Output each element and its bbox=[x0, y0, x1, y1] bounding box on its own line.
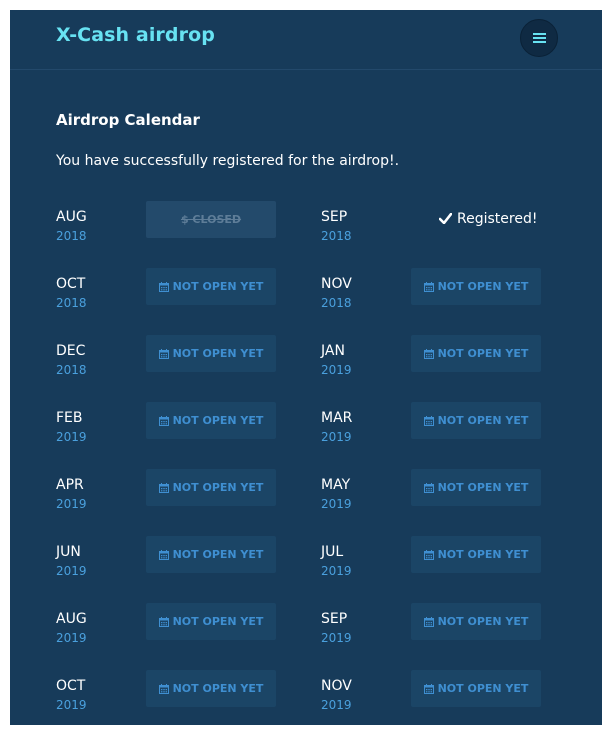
month-label: SEP bbox=[321, 209, 348, 225]
year-label: 2018 bbox=[321, 296, 352, 310]
month-label: JAN bbox=[321, 343, 345, 359]
button-label: NOT OPEN YET bbox=[437, 414, 529, 427]
not-open-yet-button[interactable] bbox=[146, 536, 276, 573]
not-open-yet-button[interactable] bbox=[411, 603, 541, 640]
year-label: 2019 bbox=[321, 631, 352, 645]
calendar-icon bbox=[424, 684, 434, 694]
button-label: NOT OPEN YET bbox=[172, 682, 264, 695]
not-open-yet-button[interactable] bbox=[146, 335, 276, 372]
calendar-icon bbox=[159, 684, 169, 694]
year-label: 2019 bbox=[56, 497, 87, 511]
calendar-icon bbox=[159, 617, 169, 627]
not-open-yet-button[interactable] bbox=[146, 402, 276, 439]
calendar-icon bbox=[159, 483, 169, 493]
month-label: JUN bbox=[56, 544, 81, 560]
calendar-cell bbox=[321, 544, 571, 586]
month-label: FEB bbox=[56, 410, 83, 426]
button-label: NOT OPEN YET bbox=[172, 615, 264, 628]
calendar-icon bbox=[159, 349, 169, 359]
calendar-cell bbox=[321, 209, 571, 251]
not-open-yet-button[interactable] bbox=[146, 268, 276, 305]
year-label: 2019 bbox=[321, 698, 352, 712]
month-label: DEC bbox=[56, 343, 86, 359]
month-label: MAY bbox=[321, 477, 351, 493]
calendar-cell bbox=[56, 544, 306, 586]
year-label: 2018 bbox=[56, 296, 87, 310]
app-frame bbox=[10, 10, 602, 725]
calendar-cell bbox=[56, 209, 306, 251]
button-label: NOT OPEN YET bbox=[172, 414, 264, 427]
button-label: NOT OPEN YET bbox=[437, 280, 529, 293]
button-label: NOT OPEN YET bbox=[172, 548, 264, 561]
calendar-icon bbox=[424, 550, 434, 560]
not-open-yet-button[interactable] bbox=[146, 603, 276, 640]
not-open-yet-button[interactable] bbox=[411, 335, 541, 372]
navbar bbox=[10, 10, 602, 70]
status-message: You have successfully registered for the airdrop!. bbox=[56, 153, 400, 169]
calendar-icon bbox=[424, 349, 434, 359]
year-label: 2018 bbox=[321, 229, 352, 243]
not-open-yet-button[interactable] bbox=[411, 402, 541, 439]
year-label: 2018 bbox=[56, 229, 87, 243]
button-label: NOT OPEN YET bbox=[437, 682, 529, 695]
calendar-cell bbox=[56, 477, 306, 519]
not-open-yet-button[interactable] bbox=[146, 670, 276, 707]
calendar-cell bbox=[56, 678, 306, 720]
year-label: 2019 bbox=[56, 698, 87, 712]
year-label: 2019 bbox=[321, 363, 352, 377]
calendar-cell bbox=[321, 343, 571, 385]
button-label: NOT OPEN YET bbox=[437, 548, 529, 561]
year-label: 2019 bbox=[56, 564, 87, 578]
not-open-yet-button[interactable] bbox=[411, 536, 541, 573]
not-open-yet-button[interactable] bbox=[146, 469, 276, 506]
month-label: NOV bbox=[321, 678, 352, 694]
month-label: JUL bbox=[321, 544, 344, 560]
hamburger-menu-icon bbox=[533, 33, 546, 35]
calendar-cell bbox=[321, 410, 571, 452]
registered-label: Registered! bbox=[457, 211, 538, 227]
calendar-cell bbox=[56, 276, 306, 318]
year-label: 2019 bbox=[321, 564, 352, 578]
year-label: 2019 bbox=[56, 631, 87, 645]
not-open-yet-button[interactable] bbox=[411, 469, 541, 506]
button-label: $ CLOSED bbox=[180, 213, 242, 226]
year-label: 2019 bbox=[321, 497, 352, 511]
button-label: NOT OPEN YET bbox=[437, 481, 529, 494]
month-label: OCT bbox=[56, 276, 86, 292]
checkmark-icon bbox=[439, 212, 452, 223]
closed-button[interactable] bbox=[146, 201, 276, 238]
calendar-icon bbox=[159, 282, 169, 292]
calendar-cell bbox=[321, 276, 571, 318]
year-label: 2019 bbox=[56, 430, 87, 444]
month-label: AUG bbox=[56, 209, 87, 225]
calendar-cell bbox=[56, 343, 306, 385]
month-label: APR bbox=[56, 477, 84, 493]
section-title: Airdrop Calendar bbox=[56, 111, 200, 129]
menu-button[interactable] bbox=[520, 19, 558, 57]
month-label: SEP bbox=[321, 611, 348, 627]
button-label: NOT OPEN YET bbox=[437, 347, 529, 360]
month-label: MAR bbox=[321, 410, 353, 426]
calendar-cell bbox=[56, 611, 306, 653]
month-label: NOV bbox=[321, 276, 352, 292]
month-label: AUG bbox=[56, 611, 87, 627]
year-label: 2018 bbox=[56, 363, 87, 377]
button-label: NOT OPEN YET bbox=[172, 280, 264, 293]
registered-status bbox=[439, 211, 537, 227]
button-label: NOT OPEN YET bbox=[172, 347, 264, 360]
button-label: NOT OPEN YET bbox=[172, 481, 264, 494]
calendar-icon bbox=[159, 550, 169, 560]
calendar-icon bbox=[424, 617, 434, 627]
not-open-yet-button[interactable] bbox=[411, 670, 541, 707]
brand-title[interactable]: X-Cash airdrop bbox=[56, 24, 215, 46]
calendar-cell bbox=[321, 611, 571, 653]
calendar-icon bbox=[424, 416, 434, 426]
year-label: 2019 bbox=[321, 430, 352, 444]
month-label: OCT bbox=[56, 678, 86, 694]
calendar-cell bbox=[321, 477, 571, 519]
button-label: NOT OPEN YET bbox=[437, 615, 529, 628]
calendar-icon bbox=[424, 483, 434, 493]
calendar-cell bbox=[321, 678, 571, 720]
calendar-cell bbox=[56, 410, 306, 452]
calendar-icon bbox=[424, 282, 434, 292]
calendar-icon bbox=[159, 416, 169, 426]
not-open-yet-button[interactable] bbox=[411, 268, 541, 305]
